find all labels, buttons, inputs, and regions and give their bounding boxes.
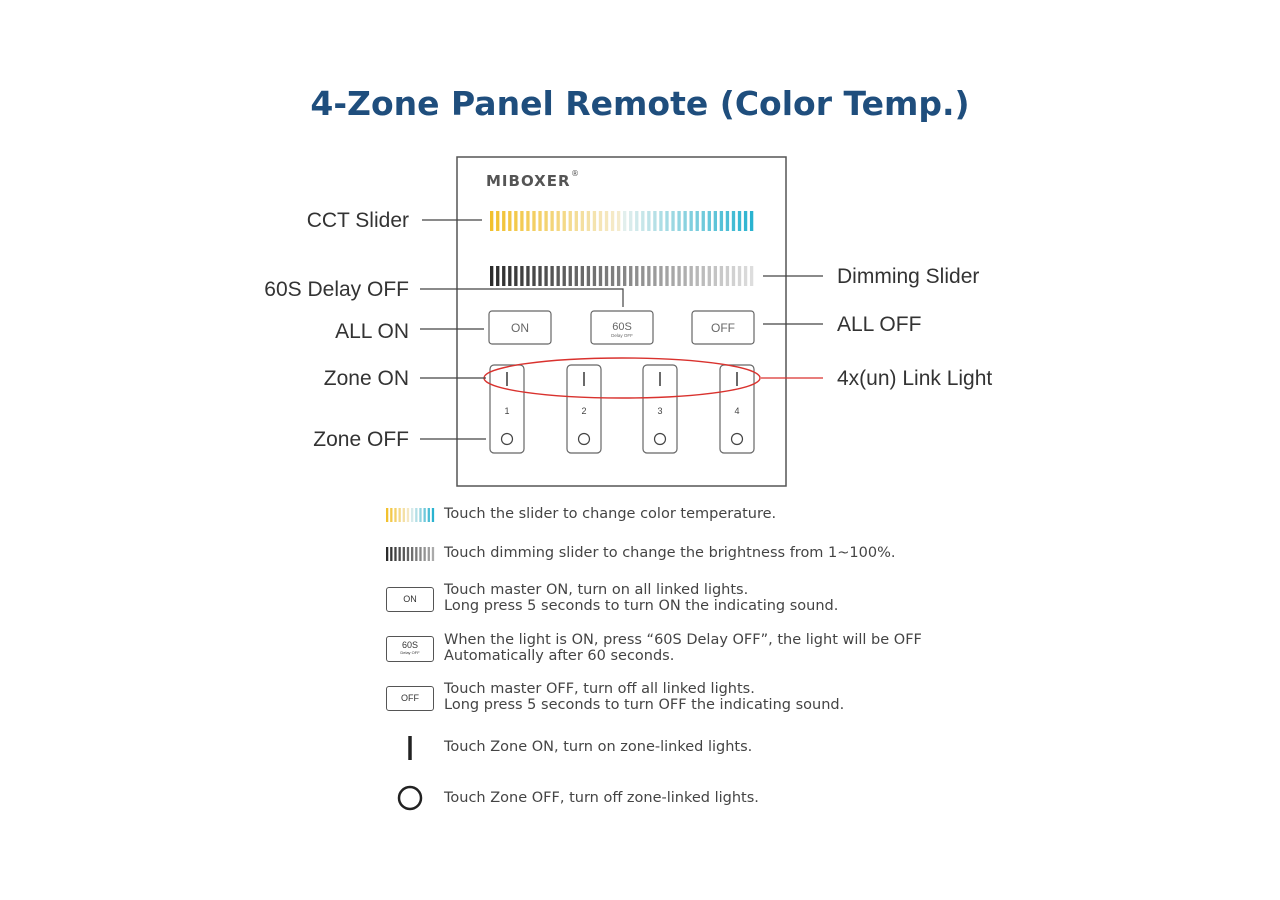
cct-slider-stripe <box>544 211 547 231</box>
dimming-slider-stripe <box>508 266 511 286</box>
dimming-slider-stripe <box>502 266 505 286</box>
dimming-slider-stripe <box>575 266 578 286</box>
legend-dim-stripe <box>411 547 413 561</box>
legend-dim-stripe <box>428 547 430 561</box>
cct-slider-stripe <box>599 211 602 231</box>
dimming-slider-stripe <box>641 266 644 286</box>
page-title: 4-Zone Panel Remote (Color Temp.) <box>310 84 970 123</box>
dimming-slider-stripe <box>514 266 517 286</box>
legend-off-text-1: Touch master OFF, turn off all linked lights. <box>444 681 755 697</box>
legend-cct-stripe <box>419 508 421 522</box>
cct-slider-stripe <box>677 211 680 231</box>
legend-cct-stripe <box>415 508 417 522</box>
cct-slider-stripe <box>659 211 662 231</box>
dimming-slider-stripe <box>671 266 674 286</box>
legend-dimming-slider-icon <box>386 547 434 561</box>
legend-dim-stripe <box>424 547 426 561</box>
legend-off-icon <box>386 686 434 711</box>
legend-cct-stripe <box>424 508 426 522</box>
dimming-slider-stripe <box>744 266 747 286</box>
legend-dim-stripe <box>403 547 405 561</box>
cct-slider-stripe <box>738 211 741 231</box>
legend-cct-stripe <box>386 508 388 522</box>
callout-delay-off: 60S Delay OFF <box>264 278 409 301</box>
cct-slider-stripe <box>635 211 638 231</box>
dimming-slider-stripe <box>738 266 741 286</box>
cct-slider-stripe <box>708 211 711 231</box>
dimming-slider-stripe <box>496 266 499 286</box>
zone-3-number: 3 <box>657 406 663 416</box>
legend-dim-stripe <box>415 547 417 561</box>
legend-off-icon-label: OFF <box>401 693 419 703</box>
cct-slider-stripe <box>744 211 747 231</box>
cct-slider-stripe <box>720 211 723 231</box>
dimming-slider-stripe <box>629 266 632 286</box>
cct-slider-stripe <box>587 211 590 231</box>
callout-link-light: 4x(un) Link Light <box>837 367 993 390</box>
cct-slider-stripe <box>611 211 614 231</box>
cct-slider-stripe <box>671 211 674 231</box>
zone-4-number: 4 <box>734 406 740 416</box>
cct-slider-stripe <box>514 211 517 231</box>
legend-zone-off-icon <box>399 787 421 809</box>
dimming-slider-stripe <box>708 266 711 286</box>
dimming-slider-stripe <box>683 266 686 286</box>
cct-slider-stripe <box>605 211 608 231</box>
legend-cct-stripe <box>407 508 409 522</box>
cct-slider-stripe <box>490 211 493 231</box>
dimming-slider-stripe <box>702 266 705 286</box>
legend-zone-on-text: Touch Zone ON, turn on zone-linked lights. <box>444 739 753 755</box>
cct-slider-stripe <box>641 211 644 231</box>
dimming-slider-stripe <box>690 266 693 286</box>
callout-cct-slider: CCT Slider <box>306 209 409 232</box>
delay-off-button[interactable] <box>591 311 653 344</box>
cct-slider-stripe <box>702 211 705 231</box>
dimming-slider-stripe <box>520 266 523 286</box>
cct-slider-stripe <box>623 211 626 231</box>
zone-2-column[interactable] <box>567 365 601 453</box>
registered-mark: ® <box>571 169 579 178</box>
zone-1-number: 1 <box>504 406 510 416</box>
cct-slider-stripe <box>557 211 560 231</box>
cct-slider-stripe <box>550 211 553 231</box>
dimming-slider-stripe <box>653 266 656 286</box>
legend-on-icon <box>386 587 434 612</box>
legend-cct-stripe <box>394 508 396 522</box>
legend-dim-stripe <box>407 547 409 561</box>
cct-slider-stripe <box>696 211 699 231</box>
dimming-slider-stripe <box>599 266 602 286</box>
cct-slider-stripe <box>750 211 753 231</box>
legend-dim-stripe <box>399 547 401 561</box>
dimming-slider-stripe <box>490 266 493 286</box>
legend-delay-icon-label: 60S <box>401 640 418 650</box>
legend-on-icon-label: ON <box>403 594 417 604</box>
cct-slider-stripe <box>508 211 511 231</box>
legend-cct-slider-icon <box>386 508 434 522</box>
callout-zone-off: Zone OFF <box>313 428 409 451</box>
legend-cct-stripe <box>403 508 405 522</box>
legend-cct-stripe <box>399 508 401 522</box>
callout-dimming-slider: Dimming Slider <box>837 265 980 288</box>
brand-logo: MIBOXER <box>486 172 571 190</box>
cct-slider-stripe <box>569 211 572 231</box>
cct-slider-stripe <box>563 211 566 231</box>
cct-slider-stripe <box>629 211 632 231</box>
zone-2-number: 2 <box>581 406 587 416</box>
dimming-slider-stripe <box>532 266 535 286</box>
dimming-slider-stripe <box>581 266 584 286</box>
legend-dim-stripe <box>390 547 392 561</box>
delay-off-button-sublabel: Delay OFF <box>611 333 633 338</box>
cct-slider-stripe <box>538 211 541 231</box>
cct-slider-stripe <box>575 211 578 231</box>
cct-slider-stripe <box>732 211 735 231</box>
dimming-slider-stripe <box>557 266 560 286</box>
dimming-slider-stripe <box>750 266 753 286</box>
legend-cct-stripe <box>411 508 413 522</box>
dimming-slider-stripe <box>593 266 596 286</box>
legend-dim-text: Touch dimming slider to change the brightness from 1~100%. <box>444 545 896 561</box>
legend-on-text-1: Touch master ON, turn on all linked lights. <box>444 582 749 598</box>
cct-slider-stripe <box>581 211 584 231</box>
dimming-slider-stripe <box>563 266 566 286</box>
dimming-slider-stripe <box>611 266 614 286</box>
legend-cct-stripe <box>432 508 434 522</box>
dimming-slider-stripe <box>647 266 650 286</box>
legend-on-text-2: Long press 5 seconds to turn ON the indicating sound. <box>444 598 839 614</box>
dimming-slider-stripe <box>605 266 608 286</box>
callout-zone-on: Zone ON <box>323 367 409 390</box>
legend-cct-stripe <box>428 508 430 522</box>
callout-all-on: ALL ON <box>335 320 409 343</box>
cct-slider-stripe <box>520 211 523 231</box>
legend-off-text-2: Long press 5 seconds to turn OFF the indicating sound. <box>444 697 845 713</box>
cct-slider-stripe <box>496 211 499 231</box>
dimming-slider-stripe <box>696 266 699 286</box>
zone-3-column[interactable] <box>643 365 677 453</box>
dimming-slider-stripe <box>714 266 717 286</box>
dimming-slider-stripe <box>587 266 590 286</box>
cct-slider-stripe <box>593 211 596 231</box>
dimming-slider-stripe <box>720 266 723 286</box>
zone-1-column[interactable] <box>490 365 524 453</box>
legend-delay-icon <box>386 636 434 662</box>
legend-zone-off-text: Touch Zone OFF, turn off zone-linked lights. <box>444 790 759 806</box>
dimming-slider-stripe <box>526 266 529 286</box>
dimming-slider-stripe <box>538 266 541 286</box>
legend-dim-stripe <box>432 547 434 561</box>
dimming-slider-stripe <box>544 266 547 286</box>
zone-4-column[interactable] <box>720 365 754 453</box>
dimming-slider-stripe <box>569 266 572 286</box>
legend-dim-stripe <box>394 547 396 561</box>
dimming-slider-stripe <box>732 266 735 286</box>
dimming-slider-stripe <box>635 266 638 286</box>
cct-slider-stripe <box>653 211 656 231</box>
callout-all-off: ALL OFF <box>837 313 922 336</box>
cct-slider-stripe <box>726 211 729 231</box>
dimming-slider-stripe <box>677 266 680 286</box>
legend-delay-text-2: Automatically after 60 seconds. <box>444 648 675 664</box>
cct-slider-stripe <box>502 211 505 231</box>
all-on-button[interactable] <box>489 311 551 344</box>
legend-cct-text: Touch the slider to change color temperature. <box>444 506 777 522</box>
dimming-slider-stripe <box>659 266 662 286</box>
all-off-button[interactable] <box>692 311 754 344</box>
dimming-slider-stripe <box>726 266 729 286</box>
cct-slider-stripe <box>665 211 668 231</box>
legend-delay-text-1: When the light is ON, press “60S Delay OFF”, the light will be OFF <box>444 632 922 648</box>
legend-cct-stripe <box>390 508 392 522</box>
legend-dim-stripe <box>386 547 388 561</box>
cct-slider-stripe <box>690 211 693 231</box>
cct-slider-stripe <box>617 211 620 231</box>
cct-slider-stripe <box>526 211 529 231</box>
dimming-slider-stripe <box>665 266 668 286</box>
all-on-button-label: ON <box>511 321 529 335</box>
cct-slider-stripe <box>714 211 717 231</box>
cct-slider-stripe <box>532 211 535 231</box>
delay-off-button-label: 60S <box>612 321 632 333</box>
dimming-slider-stripe <box>623 266 626 286</box>
dimming-slider-stripe <box>550 266 553 286</box>
all-off-button-label: OFF <box>711 321 735 335</box>
legend-delay-icon-sublabel: Delay OFF <box>400 650 420 655</box>
legend-dim-stripe <box>419 547 421 561</box>
cct-slider-stripe <box>683 211 686 231</box>
dimming-slider-stripe <box>617 266 620 286</box>
cct-slider-stripe <box>647 211 650 231</box>
